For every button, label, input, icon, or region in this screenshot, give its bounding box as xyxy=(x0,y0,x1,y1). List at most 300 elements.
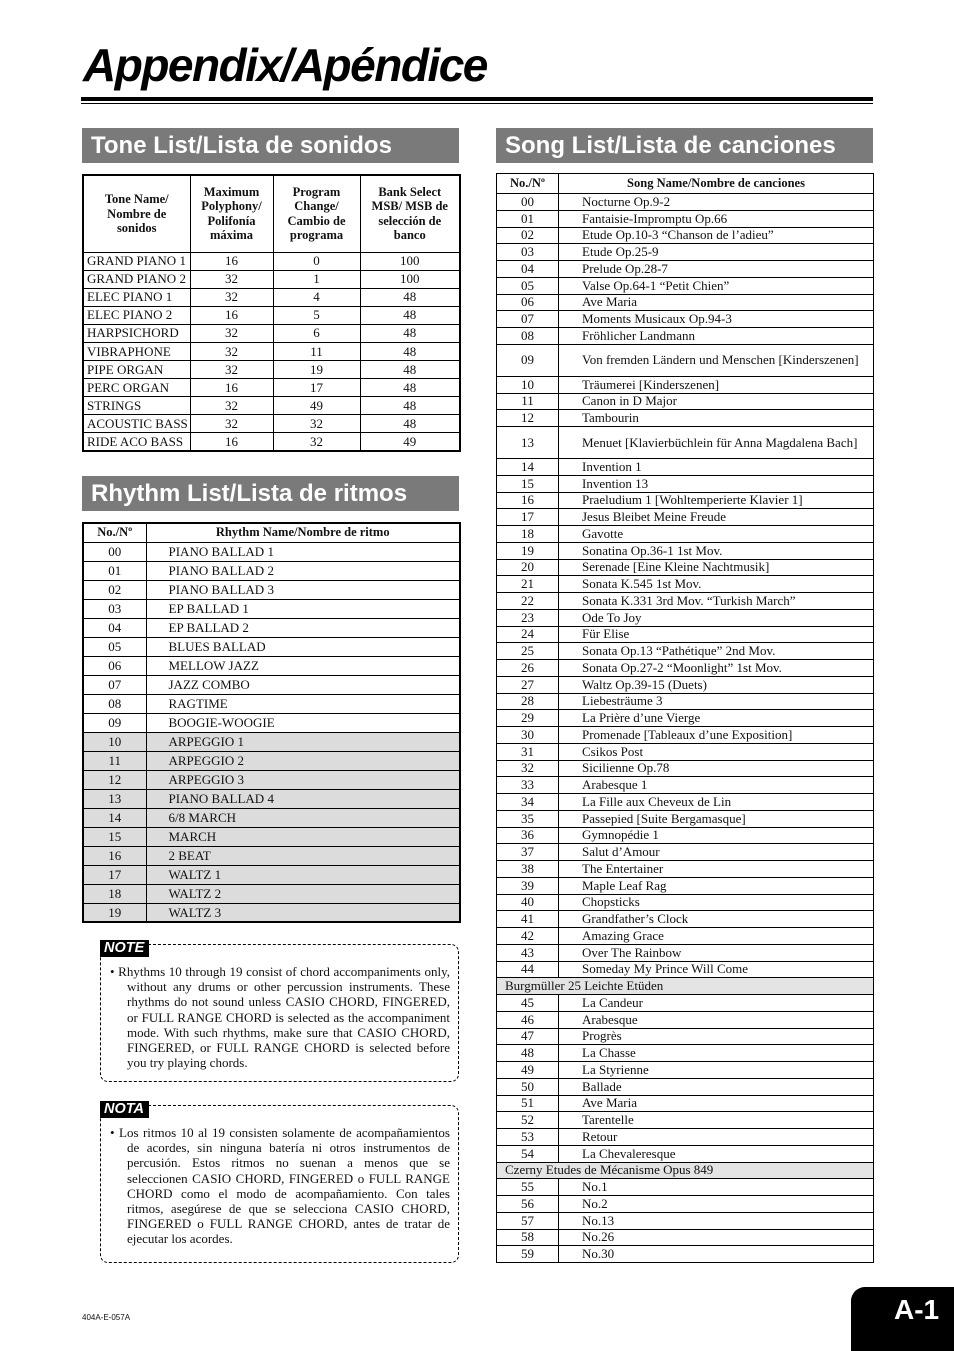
song-number: 38 xyxy=(497,861,559,878)
song-number: 32 xyxy=(497,760,559,777)
song-name: La Chasse xyxy=(559,1045,874,1062)
song-number: 24 xyxy=(497,626,559,643)
song-name: Grandfather’s Clock xyxy=(559,911,874,928)
table-row xyxy=(83,713,460,732)
table-row xyxy=(497,410,874,427)
rhythm-number: 08 xyxy=(83,694,146,713)
table-row xyxy=(497,294,874,311)
song-number: 19 xyxy=(497,542,559,559)
table-row xyxy=(497,760,874,777)
rhythm-number: 07 xyxy=(83,675,146,694)
table-row xyxy=(83,732,460,751)
song-name: Von fremden Ländern und Menschen [Kinderszenen] xyxy=(559,344,874,376)
song-group-title: Burgmüller 25 Leichte Etüden xyxy=(497,978,874,995)
tone-header-polyphony: Maximum Polyphony/ Polifonía máxima xyxy=(190,175,273,252)
bank-select: 48 xyxy=(360,288,460,306)
bank-select: 48 xyxy=(360,379,460,397)
rhythm-name: ARPEGGIO 2 xyxy=(146,751,460,770)
rhythm-number: 11 xyxy=(83,751,146,770)
song-list-header: Song List/Lista de canciones xyxy=(496,128,873,163)
table-row xyxy=(497,261,874,278)
table-row xyxy=(497,475,874,492)
table-row xyxy=(497,344,874,376)
song-name: Ave Maria xyxy=(559,294,874,311)
rhythm-list-table xyxy=(82,522,461,923)
table-row xyxy=(497,393,874,410)
song-name: Praeludium 1 [Wohltemperierte Klavier 1] xyxy=(559,492,874,509)
footer-code: 404A-E-057A xyxy=(82,1313,131,1322)
song-name: Etude Op.25-9 xyxy=(559,244,874,261)
table-row xyxy=(497,810,874,827)
rhythm-name: JAZZ COMBO xyxy=(146,675,460,694)
rhythm-name: WALTZ 1 xyxy=(146,865,460,884)
rhythm-number: 06 xyxy=(83,656,146,675)
song-number: 50 xyxy=(497,1078,559,1095)
table-row xyxy=(497,1011,874,1028)
song-number: 34 xyxy=(497,794,559,811)
rhythm-number: 04 xyxy=(83,618,146,637)
table-row xyxy=(497,727,874,744)
tone-name: ACOUSTIC BASS xyxy=(83,415,190,433)
song-number: 25 xyxy=(497,643,559,660)
rhythm-number: 18 xyxy=(83,884,146,903)
song-number: 27 xyxy=(497,676,559,693)
max-polyphony: 32 xyxy=(190,288,273,306)
song-number: 59 xyxy=(497,1246,559,1263)
program-change: 4 xyxy=(273,288,360,306)
song-name: No.13 xyxy=(559,1212,874,1229)
table-row xyxy=(497,1145,874,1162)
song-name: Salut d’Amour xyxy=(559,844,874,861)
song-name: Sonatina Op.36-1 1st Mov. xyxy=(559,542,874,559)
song-name: Promenade [Tableaux d’une Exposition] xyxy=(559,727,874,744)
song-number: 52 xyxy=(497,1112,559,1129)
song-name: Someday My Prince Will Come xyxy=(559,961,874,978)
table-row xyxy=(497,526,874,543)
song-name: Sonata Op.27-2 “Moonlight” 1st Mov. xyxy=(559,660,874,677)
rhythm-number: 02 xyxy=(83,580,146,599)
rhythm-name: EP BALLAD 1 xyxy=(146,599,460,618)
table-row xyxy=(497,827,874,844)
table-row xyxy=(497,210,874,227)
song-number: 05 xyxy=(497,277,559,294)
table-row xyxy=(497,194,874,211)
bank-select: 48 xyxy=(360,324,460,342)
song-name: Tambourin xyxy=(559,410,874,427)
song-name: Passepied [Suite Bergamasque] xyxy=(559,810,874,827)
song-number: 55 xyxy=(497,1179,559,1196)
page-number-tab: A-1 xyxy=(851,1287,954,1351)
table-row xyxy=(497,376,874,393)
bank-select: 48 xyxy=(360,306,460,324)
rhythm-number: 15 xyxy=(83,827,146,846)
rhythm-name: ARPEGGIO 1 xyxy=(146,732,460,751)
rhythm-number: 05 xyxy=(83,637,146,656)
song-name: La Candeur xyxy=(559,995,874,1012)
song-name: Fantaisie-Impromptu Op.66 xyxy=(559,210,874,227)
song-number: 29 xyxy=(497,710,559,727)
song-name: No.30 xyxy=(559,1246,874,1263)
table-row xyxy=(83,561,460,580)
song-name: Etude Op.10-3 “Chanson de l’adieu” xyxy=(559,227,874,244)
program-change: 6 xyxy=(273,324,360,342)
rhythm-name: BLUES BALLAD xyxy=(146,637,460,656)
table-row xyxy=(83,379,460,397)
tone-header-bank: Bank Select MSB/ MSB de selección de banco xyxy=(360,175,460,252)
song-number: 56 xyxy=(497,1196,559,1213)
song-number: 48 xyxy=(497,1045,559,1062)
table-row xyxy=(497,559,874,576)
table-row xyxy=(83,770,460,789)
rhythm-name: 6/8 MARCH xyxy=(146,808,460,827)
song-number: 51 xyxy=(497,1095,559,1112)
table-row xyxy=(497,743,874,760)
song-name: Sonata Op.13 “Pathétique” 2nd Mov. xyxy=(559,643,874,660)
song-number: 36 xyxy=(497,827,559,844)
song-number: 16 xyxy=(497,492,559,509)
song-number: 13 xyxy=(497,427,559,459)
rhythm-number: 14 xyxy=(83,808,146,827)
song-name: Valse Op.64-1 “Petit Chien” xyxy=(559,277,874,294)
song-name: Sicilienne Op.78 xyxy=(559,760,874,777)
table-row xyxy=(83,415,460,433)
title-rule xyxy=(81,97,873,101)
song-number: 44 xyxy=(497,961,559,978)
song-number: 57 xyxy=(497,1212,559,1229)
song-name: Amazing Grace xyxy=(559,928,874,945)
table-row xyxy=(497,1095,874,1112)
rhythm-number: 00 xyxy=(83,542,146,561)
song-name: Menuet [Klavierbüchlein für Anna Magdalena Bach] xyxy=(559,427,874,459)
song-name: Over The Rainbow xyxy=(559,944,874,961)
table-row xyxy=(497,427,874,459)
song-name: Serenade [Eine Kleine Nachtmusik] xyxy=(559,559,874,576)
table-row xyxy=(497,1045,874,1062)
song-list-table xyxy=(496,173,874,1263)
table-row xyxy=(497,1212,874,1229)
song-number: 01 xyxy=(497,210,559,227)
tone-name: HARPSICHORD xyxy=(83,324,190,342)
song-name: Prelude Op.28-7 xyxy=(559,261,874,278)
song-number: 41 xyxy=(497,911,559,928)
song-number: 08 xyxy=(497,328,559,345)
table-row xyxy=(83,808,460,827)
table-row xyxy=(497,576,874,593)
song-number: 21 xyxy=(497,576,559,593)
max-polyphony: 16 xyxy=(190,433,273,451)
bank-select: 48 xyxy=(360,342,460,360)
song-name: Jesus Bleibet Meine Freude xyxy=(559,509,874,526)
table-row xyxy=(83,324,460,342)
bank-select: 48 xyxy=(360,397,460,415)
group-row xyxy=(497,978,874,995)
rhythm-name: WALTZ 2 xyxy=(146,884,460,903)
table-row xyxy=(497,660,874,677)
song-name: Sonata K.545 1st Mov. xyxy=(559,576,874,593)
song-name: Moments Musicaux Op.94-3 xyxy=(559,311,874,328)
table-row xyxy=(497,277,874,294)
table-row xyxy=(497,861,874,878)
rhythm-number: 09 xyxy=(83,713,146,732)
song-number: 28 xyxy=(497,693,559,710)
program-change: 17 xyxy=(273,379,360,397)
song-number: 06 xyxy=(497,294,559,311)
max-polyphony: 16 xyxy=(190,252,273,270)
table-row xyxy=(83,637,460,656)
tone-name: ELEC PIANO 1 xyxy=(83,288,190,306)
song-name: Canon in D Major xyxy=(559,393,874,410)
song-number: 18 xyxy=(497,526,559,543)
rhythm-name: PIANO BALLAD 2 xyxy=(146,561,460,580)
song-name: No.1 xyxy=(559,1179,874,1196)
song-number: 40 xyxy=(497,894,559,911)
rhythm-number: 17 xyxy=(83,865,146,884)
table-row xyxy=(497,609,874,626)
table-row xyxy=(83,884,460,903)
song-number: 17 xyxy=(497,509,559,526)
tone-list-table xyxy=(82,174,461,452)
table-row xyxy=(497,311,874,328)
song-number: 26 xyxy=(497,660,559,677)
table-row xyxy=(497,844,874,861)
max-polyphony: 16 xyxy=(190,306,273,324)
bank-select: 100 xyxy=(360,252,460,270)
song-name: Invention 1 xyxy=(559,459,874,476)
table-row xyxy=(497,1179,874,1196)
table-row xyxy=(497,894,874,911)
table-row xyxy=(497,643,874,660)
table-row xyxy=(497,693,874,710)
song-number: 45 xyxy=(497,995,559,1012)
table-row xyxy=(83,252,460,270)
table-row xyxy=(497,1246,874,1263)
song-name: Gymnopédie 1 xyxy=(559,827,874,844)
table-row xyxy=(83,865,460,884)
max-polyphony: 32 xyxy=(190,324,273,342)
song-name: Für Elise xyxy=(559,626,874,643)
title-rule-thin xyxy=(81,103,873,104)
song-name: Arabesque 1 xyxy=(559,777,874,794)
table-row xyxy=(83,270,460,288)
song-number: 12 xyxy=(497,410,559,427)
table-row xyxy=(83,618,460,637)
song-number: 23 xyxy=(497,609,559,626)
tone-name: GRAND PIANO 1 xyxy=(83,252,190,270)
max-polyphony: 32 xyxy=(190,361,273,379)
song-number: 07 xyxy=(497,311,559,328)
song-number: 54 xyxy=(497,1145,559,1162)
rhythm-number: 16 xyxy=(83,846,146,865)
song-number: 15 xyxy=(497,475,559,492)
song-name: Waltz Op.39-15 (Duets) xyxy=(559,676,874,693)
bank-select: 48 xyxy=(360,415,460,433)
table-row xyxy=(83,827,460,846)
table-row xyxy=(497,244,874,261)
table-row xyxy=(497,593,874,610)
table-row xyxy=(83,433,460,451)
song-name: La Chevaleresque xyxy=(559,1145,874,1162)
table-row xyxy=(497,710,874,727)
table-row xyxy=(497,1028,874,1045)
table-row xyxy=(497,459,874,476)
table-row xyxy=(83,542,460,561)
song-number: 22 xyxy=(497,593,559,610)
rhythm-number: 10 xyxy=(83,732,146,751)
song-number: 42 xyxy=(497,928,559,945)
rhythm-number: 01 xyxy=(83,561,146,580)
tone-name: GRAND PIANO 2 xyxy=(83,270,190,288)
note-label: NOTE xyxy=(100,940,149,957)
tone-name: STRINGS xyxy=(83,397,190,415)
table-row xyxy=(497,1078,874,1095)
rhythm-number: 19 xyxy=(83,903,146,922)
song-name: Arabesque xyxy=(559,1011,874,1028)
song-name: La Fille aux Cheveux de Lin xyxy=(559,794,874,811)
song-name: The Entertainer xyxy=(559,861,874,878)
note-text-english: • Rhythms 10 through 19 consist of chord accompaniments only, without any drums or other percussion instruments. These rhythms do not sound unless CASIO CHORD, FINGERED, or FULL RANGE CHORD is selected as the accompaniment mode. With such rhythms, make sure that CASIO CHORD, FINGERED, or FULL RANGE CHORD is selected before you try playing chords. xyxy=(110,964,450,1071)
song-number: 04 xyxy=(497,261,559,278)
song-name: Gavotte xyxy=(559,526,874,543)
table-row xyxy=(497,1196,874,1213)
tone-list-header: Tone List/Lista de sonidos xyxy=(82,128,459,163)
table-row xyxy=(83,846,460,865)
note-text-spanish: • Los ritmos 10 al 19 consisten solamente de acompañamientos de acordes, sin ninguna batería ni otros instrumentos de percusión. Estos ritmos no suenan a menos que se seleccionen CASIO CHORD, FINGERED o FULL RANGE CHORD como el modo de acompañamiento. Con tales ritmos, asegúrese de que se selecciona CASIO CHORD, FINGERED o FULL RANGE CHORD, antes de tratar de ejecutar los acordes. xyxy=(110,1125,450,1247)
rhythm-name: PIANO BALLAD 4 xyxy=(146,789,460,808)
rhythm-name: MELLOW JAZZ xyxy=(146,656,460,675)
table-row xyxy=(83,599,460,618)
song-number: 30 xyxy=(497,727,559,744)
max-polyphony: 32 xyxy=(190,270,273,288)
song-number: 37 xyxy=(497,844,559,861)
song-group-title: Czerny Etudes de Mécanisme Opus 849 xyxy=(497,1162,874,1179)
song-number: 35 xyxy=(497,810,559,827)
rhythm-name: EP BALLAD 2 xyxy=(146,618,460,637)
song-number: 14 xyxy=(497,459,559,476)
rhythm-header-name: Rhythm Name/Nombre de ritmo xyxy=(146,523,460,542)
page-title: Appendix/Apéndice xyxy=(83,39,487,91)
table-row xyxy=(497,492,874,509)
rhythm-name: PIANO BALLAD 3 xyxy=(146,580,460,599)
table-row xyxy=(83,751,460,770)
table-row xyxy=(83,397,460,415)
table-row xyxy=(497,626,874,643)
table-row xyxy=(497,1229,874,1246)
song-name: Progrès xyxy=(559,1028,874,1045)
song-number: 47 xyxy=(497,1028,559,1045)
table-row xyxy=(497,227,874,244)
max-polyphony: 32 xyxy=(190,415,273,433)
song-number: 03 xyxy=(497,244,559,261)
song-number: 39 xyxy=(497,877,559,894)
table-row xyxy=(83,789,460,808)
song-name: Maple Leaf Rag xyxy=(559,877,874,894)
song-name: Träumerei [Kinderszenen] xyxy=(559,376,874,393)
tone-name: PERC ORGAN xyxy=(83,379,190,397)
rhythm-number: 12 xyxy=(83,770,146,789)
program-change: 19 xyxy=(273,361,360,379)
song-name: No.26 xyxy=(559,1229,874,1246)
program-change: 11 xyxy=(273,342,360,360)
song-name: Sonata K.331 3rd Mov. “Turkish March” xyxy=(559,593,874,610)
table-row xyxy=(497,1062,874,1079)
song-number: 33 xyxy=(497,777,559,794)
song-number: 58 xyxy=(497,1229,559,1246)
tone-name: ELEC PIANO 2 xyxy=(83,306,190,324)
table-row xyxy=(497,1129,874,1146)
song-name: Fröhlicher Landmann xyxy=(559,328,874,345)
rhythm-number: 13 xyxy=(83,789,146,808)
table-row xyxy=(83,306,460,324)
song-name: Csikos Post xyxy=(559,743,874,760)
program-change: 32 xyxy=(273,415,360,433)
song-number: 00 xyxy=(497,194,559,211)
table-row xyxy=(497,509,874,526)
rhythm-name: BOOGIE-WOOGIE xyxy=(146,713,460,732)
bank-select: 48 xyxy=(360,361,460,379)
rhythm-name: 2 BEAT xyxy=(146,846,460,865)
song-name: Chopsticks xyxy=(559,894,874,911)
song-name: Liebesträume 3 xyxy=(559,693,874,710)
rhythm-name: RAGTIME xyxy=(146,694,460,713)
bank-select: 100 xyxy=(360,270,460,288)
tone-header-program: Program Change/ Cambio de programa xyxy=(273,175,360,252)
song-header-number: No./Nº xyxy=(497,174,559,194)
song-number: 49 xyxy=(497,1062,559,1079)
table-row xyxy=(497,542,874,559)
song-number: 09 xyxy=(497,344,559,376)
tone-name: VIBRAPHONE xyxy=(83,342,190,360)
rhythm-header-number: No./Nº xyxy=(83,523,146,542)
program-change: 0 xyxy=(273,252,360,270)
song-name: No.2 xyxy=(559,1196,874,1213)
table-row xyxy=(497,911,874,928)
table-row xyxy=(497,1112,874,1129)
max-polyphony: 16 xyxy=(190,379,273,397)
song-number: 20 xyxy=(497,559,559,576)
table-row xyxy=(497,944,874,961)
song-name: Ode To Joy xyxy=(559,609,874,626)
song-number: 53 xyxy=(497,1129,559,1146)
table-row xyxy=(497,995,874,1012)
group-row xyxy=(497,1162,874,1179)
table-row xyxy=(497,676,874,693)
song-name: Invention 13 xyxy=(559,475,874,492)
rhythm-name: ARPEGGIO 3 xyxy=(146,770,460,789)
song-header-name: Song Name/Nombre de canciones xyxy=(559,174,874,194)
table-row xyxy=(83,361,460,379)
rhythm-name: PIANO BALLAD 1 xyxy=(146,542,460,561)
tone-header-name: Tone Name/ Nombre de sonidos xyxy=(83,175,190,252)
song-number: 46 xyxy=(497,1011,559,1028)
song-number: 02 xyxy=(497,227,559,244)
song-number: 43 xyxy=(497,944,559,961)
table-row xyxy=(83,288,460,306)
song-name: Retour xyxy=(559,1129,874,1146)
rhythm-name: WALTZ 3 xyxy=(146,903,460,922)
table-row xyxy=(83,656,460,675)
nota-label: NOTA xyxy=(100,1101,149,1118)
table-row xyxy=(83,694,460,713)
table-row xyxy=(497,928,874,945)
table-row xyxy=(83,675,460,694)
song-name: Ballade xyxy=(559,1078,874,1095)
song-name: Ave Maria xyxy=(559,1095,874,1112)
rhythm-name: MARCH xyxy=(146,827,460,846)
rhythm-list-header: Rhythm List/Lista de ritmos xyxy=(82,476,459,511)
table-row xyxy=(497,961,874,978)
bank-select: 49 xyxy=(360,433,460,451)
program-change: 49 xyxy=(273,397,360,415)
